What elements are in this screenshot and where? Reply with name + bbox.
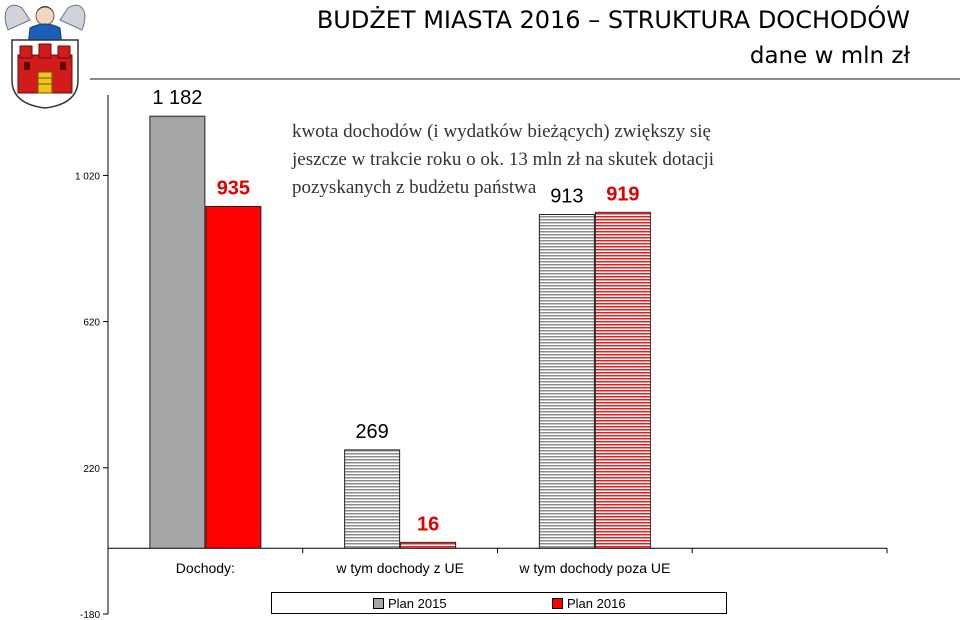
legend-item-plan-2015: [373, 596, 447, 611]
bar-value-label: 913: [550, 185, 584, 208]
page-title: BUDŻET MIASTA 2016 – STRUKTURA DOCHODÓW: [316, 6, 910, 34]
note-line: kwota dochodów (i wydatków bieżących) zwiększy się: [292, 121, 711, 142]
category-label: Dochody:: [175, 560, 235, 577]
y-tick-label: 1 020: [74, 171, 100, 183]
category-label: w tym dochody z UE: [336, 560, 464, 577]
bar-value-label: 269: [355, 420, 389, 443]
bar: [150, 116, 205, 548]
legend-swatch: [552, 598, 563, 609]
bar-value-label: 935: [216, 177, 251, 200]
legend-label: Plan 2015: [388, 596, 447, 611]
note-line: jeszcze w trakcie roku o ok. 13 mln zł na skutek dotacji: [292, 149, 715, 170]
legend-label: Plan 2016: [567, 596, 626, 611]
y-tick-label: -180: [79, 610, 100, 620]
bar: [345, 450, 400, 548]
bar: [595, 212, 650, 548]
legend-swatch: [373, 598, 384, 609]
category-label: w tym dochody poza UE: [519, 560, 671, 577]
bar-value-label: 16: [417, 513, 440, 536]
legend-item-plan-2016: [552, 596, 626, 611]
page-subtitle: dane w mln zł: [749, 43, 910, 69]
note-line: pozyskanych z budżetu państwa: [292, 177, 537, 198]
bar-value-label: 919: [606, 183, 640, 206]
bar: [401, 542, 456, 548]
bar-value-label: 1 182: [152, 87, 203, 110]
y-tick-label: 620: [83, 317, 100, 329]
bar: [206, 206, 261, 548]
chart-legend: [271, 592, 727, 614]
bar: [539, 215, 594, 549]
y-tick-label: 220: [83, 463, 100, 475]
